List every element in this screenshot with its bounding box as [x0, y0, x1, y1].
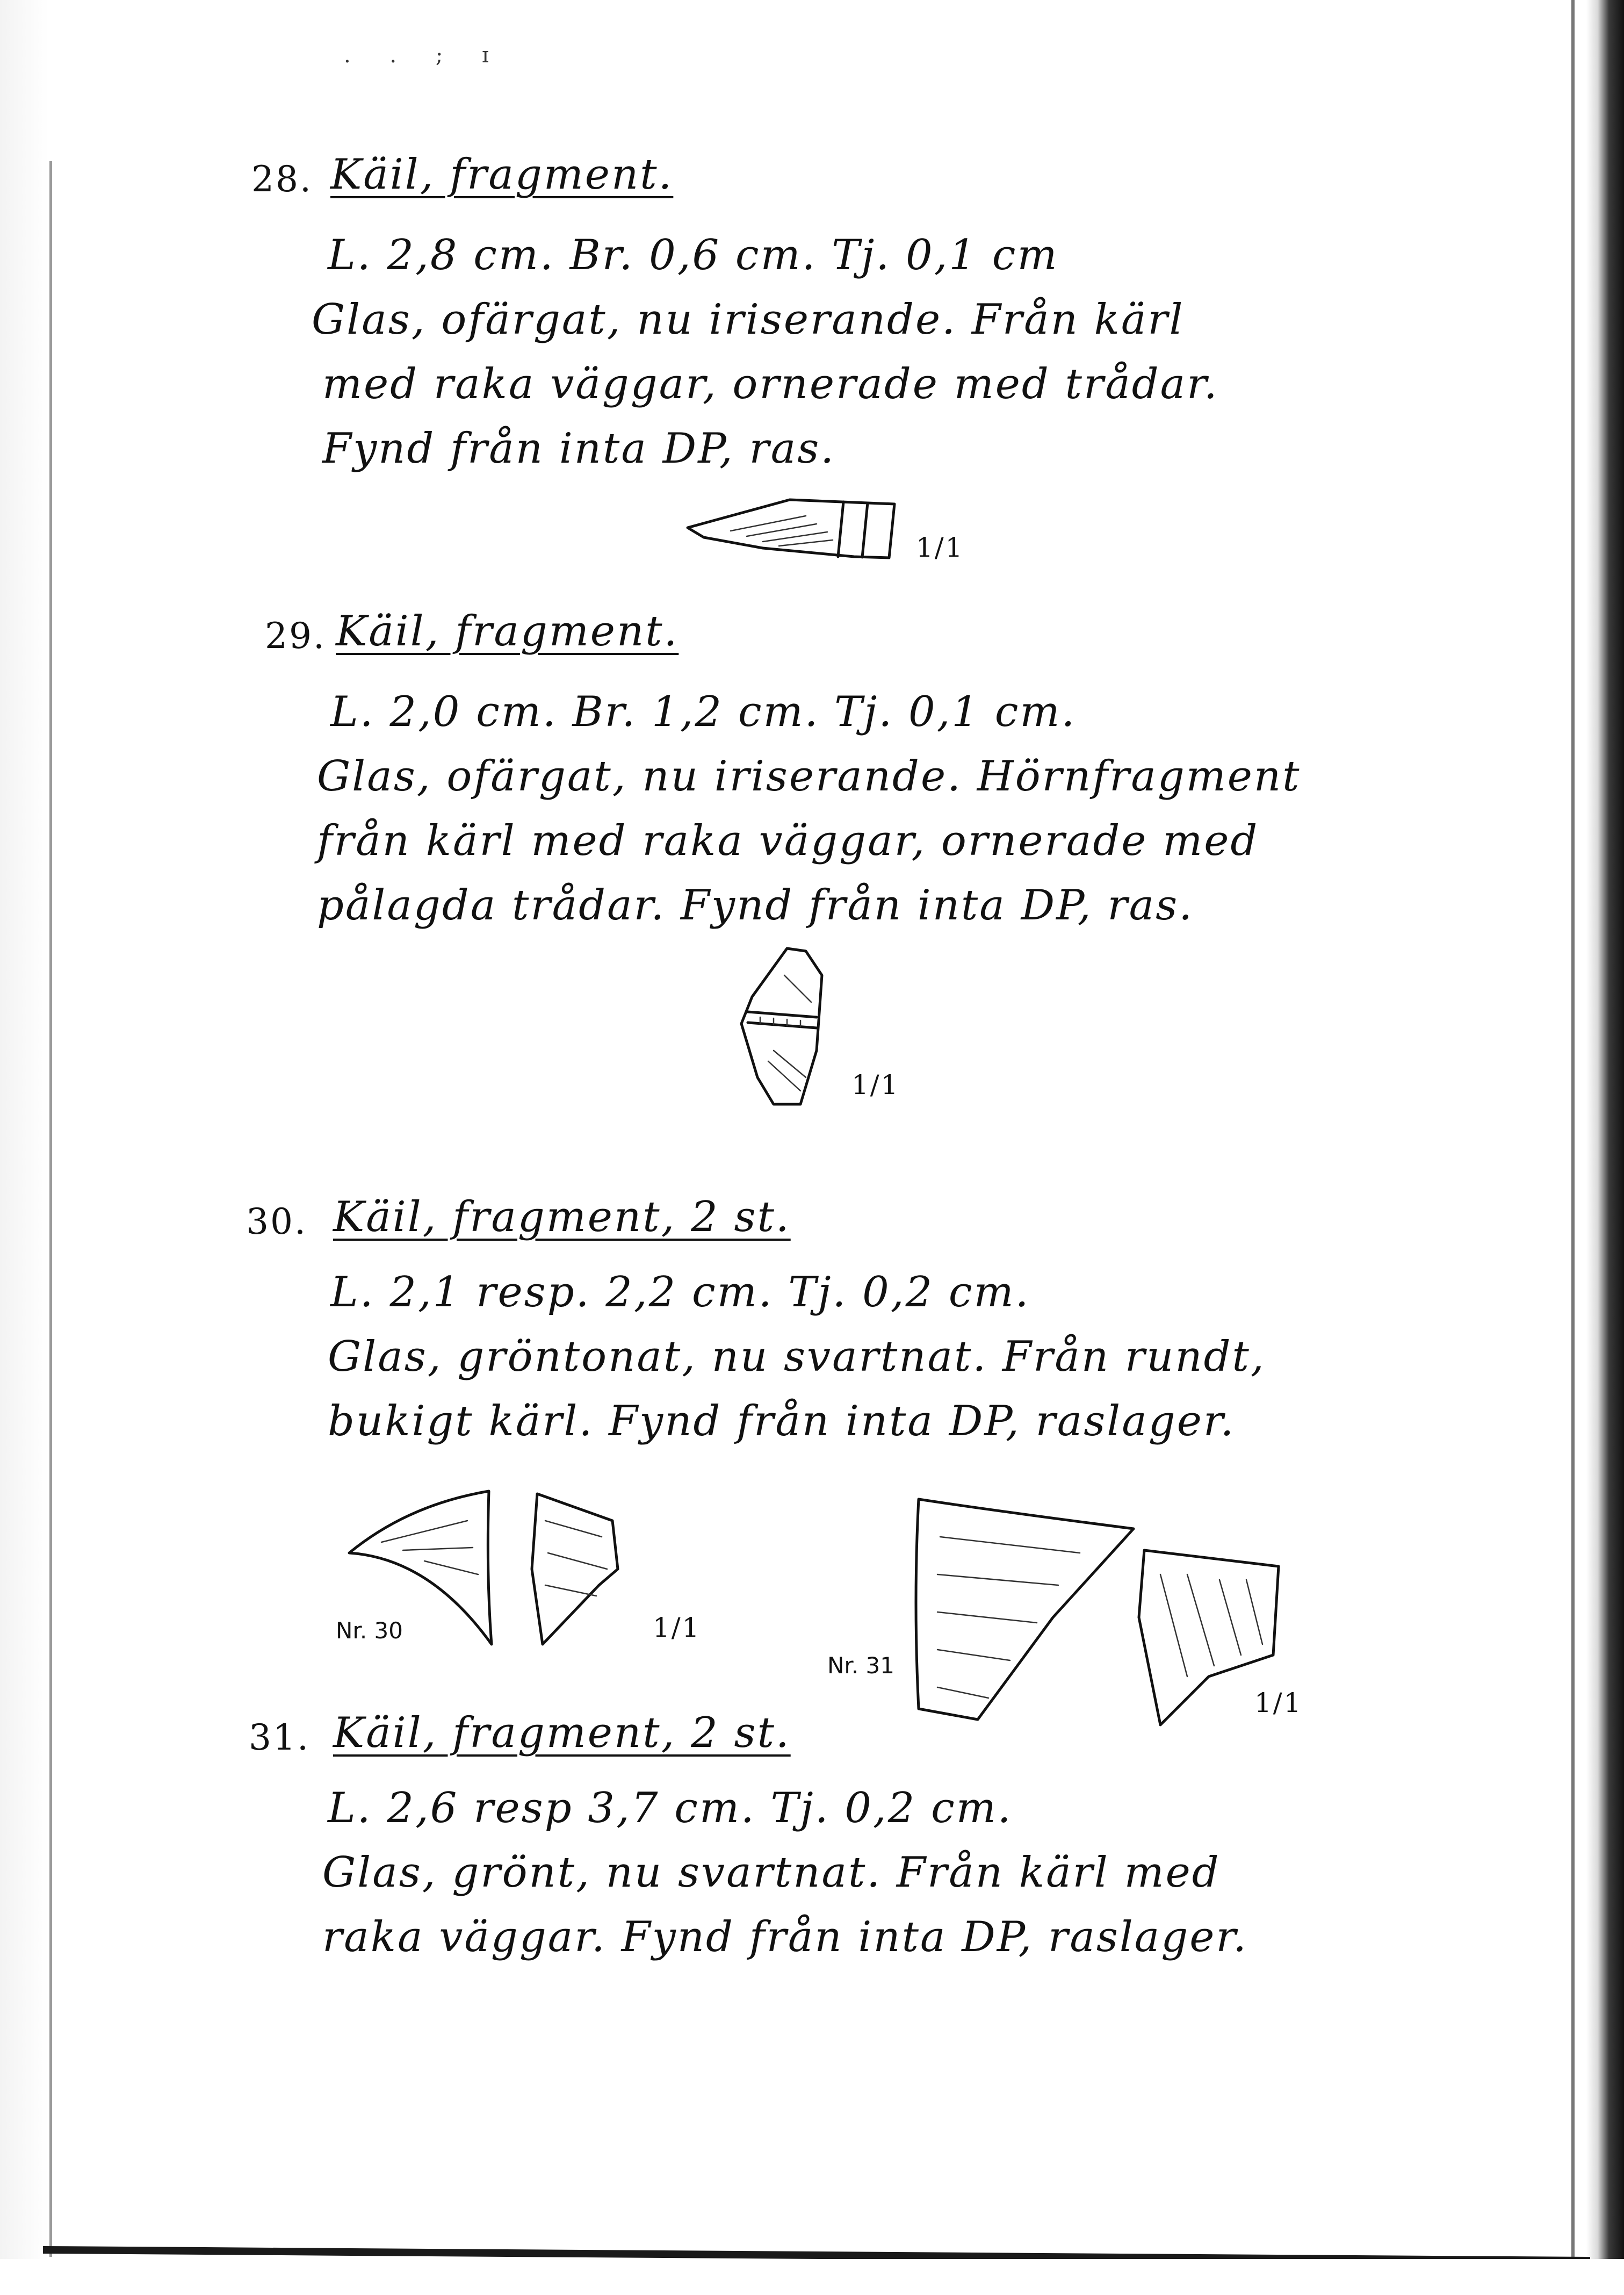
entry-31-line-2: Glas, grönt, nu svartnat. Från kärl med: [322, 1848, 1221, 1897]
entry-28-scale: 1/1: [916, 532, 964, 563]
entry-29-line-2: Glas, ofärgat, nu iriserande. Hörnfragment: [317, 752, 1301, 801]
entry-28-line-1: L. 2,8 cm. Br. 0,6 cm. Tj. 0,1 cm: [328, 231, 1059, 279]
entry-29-number: 29.: [265, 615, 326, 657]
entry-30-scale: 1/1: [653, 1612, 701, 1643]
entry-28-line-4: Fynd från inta DP, ras.: [322, 425, 836, 473]
right-page-edge: [1586, 0, 1624, 2295]
figure-label-nr-30: Nr. 30: [336, 1617, 403, 1644]
entry-30-line-3: bukigt kärl. Fynd från inta DP, raslager.: [328, 1397, 1236, 1445]
entry-31-line-1: L. 2,6 resp 3,7 cm. Tj. 0,2 cm.: [328, 1784, 1013, 1832]
entry-29-line-1: L. 2,0 cm. Br. 1,2 cm. Tj. 0,1 cm.: [330, 688, 1077, 736]
entry-30-title: Käil, fragment, 2 st.: [333, 1193, 791, 1241]
entry-29-fragment-sketch: [736, 943, 843, 1115]
entry-31-line-3: raka väggar. Fynd från inta DP, raslager.: [322, 1913, 1248, 1961]
left-page-edge: [0, 0, 48, 2295]
entry-28-line-2: Glas, ofärgat, nu iriserande. Från kärl: [312, 296, 1185, 344]
left-binding-line: [49, 161, 52, 2257]
entry-28-line-3: med raka väggar, ornerade med trådar.: [322, 360, 1219, 408]
entry-30-line-2: Glas, gröntonat, nu svartnat. Från rundt,: [328, 1333, 1266, 1381]
entry-28-title: Käil, fragment.: [330, 150, 674, 199]
entry-29-line-4: pålagda trådar. Fynd från inta DP, ras.: [317, 881, 1194, 930]
entry-30-number: 30.: [246, 1201, 307, 1242]
right-binding-line: [1571, 0, 1575, 2295]
figure-label-nr-31: Nr. 31: [827, 1652, 894, 1679]
entry-28-number: 28.: [251, 159, 313, 200]
entry-29-line-3: från kärl med raka väggar, ornerade med: [317, 817, 1259, 865]
bottom-margin: [0, 2259, 1624, 2295]
entry-31-scale: 1/1: [1254, 1687, 1303, 1718]
entry-29-title: Käil, fragment.: [336, 607, 679, 656]
entry-31-fragment-sketches: [908, 1494, 1284, 1730]
entry-28-fragment-sketch: [682, 494, 908, 575]
entry-31-number: 31.: [249, 1717, 310, 1758]
entry-30-line-1: L. 2,1 resp. 2,2 cm. Tj. 0,2 cm.: [330, 1268, 1030, 1316]
top-marks: . . ; ɪ: [344, 43, 505, 68]
entry-31-title: Käil, fragment, 2 st.: [333, 1709, 791, 1757]
entry-29-scale: 1/1: [851, 1069, 900, 1100]
